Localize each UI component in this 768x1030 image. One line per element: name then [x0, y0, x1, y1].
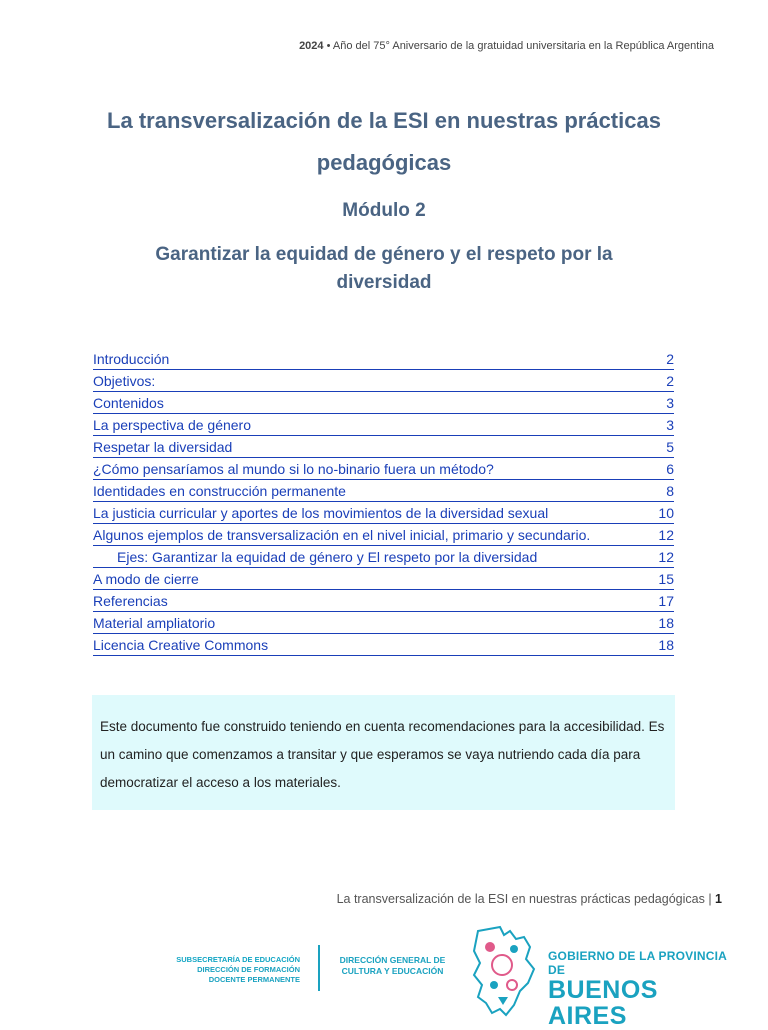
toc-label: A modo de cierre: [93, 571, 199, 587]
toc-label: Algunos ejemplos de transversalización en el nivel inicial, primario y secundario.: [93, 527, 591, 543]
toc-entry-identidades[interactable]: [93, 480, 674, 502]
toc-entry-material-ampliatorio[interactable]: [93, 612, 674, 634]
toc-page: 12: [658, 527, 674, 543]
toc-page: 3: [666, 395, 674, 411]
page-footer: [337, 892, 722, 906]
toc-label: Referencias: [93, 593, 168, 609]
toc-page: 8: [666, 483, 674, 499]
toc-label: Material ampliatorio: [93, 615, 216, 631]
toc-page: 18: [658, 615, 674, 631]
toc-entry-respetar-diversidad[interactable]: [93, 436, 674, 458]
toc-entry-perspectiva-genero[interactable]: [93, 414, 674, 436]
toc-label: La justicia curricular y aportes de los movimientos de la diversidad sexual: [93, 505, 549, 521]
dgce-line-1: DIRECCIÓN GENERAL DE: [339, 955, 446, 965]
toc-label: La perspectiva de género: [93, 417, 251, 433]
sub-line-1: SUBSECRETARÍA DE EDUCACIÓN: [176, 955, 300, 964]
dgce-logo: [330, 955, 455, 977]
toc-label: Licencia Creative Commons: [93, 637, 269, 653]
toc-entry-referencias[interactable]: [93, 590, 674, 612]
module-subtitle: Garantizar la equidad de género y el respeto por la diversidad: [155, 244, 613, 293]
toc-label: Ejes: Garantizar la equidad de género y El respeto por la diversidad: [117, 549, 538, 565]
toc-page: 10: [658, 505, 674, 521]
subsecretaria-logo: [150, 955, 300, 985]
toc-entry-no-binario[interactable]: [93, 458, 674, 480]
footer-text: La transversalización de la ESI en nuestras prácticas pedagógicas |: [336, 892, 716, 906]
gobierno-logo: [548, 949, 738, 1029]
toc-page: 12: [658, 549, 674, 565]
gob-line-1: GOBIERNO DE LA PROVINCIA DE: [548, 949, 727, 977]
dgce-line-2: CULTURA Y EDUCACIÓN: [341, 966, 444, 976]
toc-label: ¿Cómo pensaríamos al mundo si lo no-binario fuera un método?: [93, 461, 494, 477]
toc-label: Introducción: [93, 351, 170, 367]
table-of-contents: [93, 348, 674, 656]
accessibility-note-text: Este documento fue construido teniendo en cuenta recomendaciones para la accesibilidad. Es un camino que comenzamos a transitar y que esperamos se vaya nutriendo cada día para democratizar el acceso a los materiales.: [100, 719, 665, 790]
document-title: La transversalización de la ESI en nuestras prácticas pedagógicas: [107, 108, 661, 175]
toc-page: 3: [666, 417, 674, 433]
toc-page: 15: [658, 571, 674, 587]
toc-label: Respetar la diversidad: [93, 439, 233, 455]
page-number: 1: [715, 892, 722, 906]
logo-band: [0, 925, 768, 1030]
header-note: [299, 40, 714, 52]
header-separator: •: [323, 40, 333, 52]
module-title: Módulo 2: [342, 200, 426, 221]
toc-entry-objetivos[interactable]: [93, 370, 674, 392]
toc-entry-ejes[interactable]: [93, 546, 674, 568]
toc-page: 5: [666, 439, 674, 455]
toc-entry-introduccion[interactable]: [93, 348, 674, 370]
header-note-text: Año del 75° Aniversario de la gratuidad universitaria en la República Argentina: [332, 40, 714, 52]
toc-page: 6: [666, 461, 674, 477]
logo-divider: [318, 945, 320, 991]
sub-line-2: DIRECCIÓN DE FORMACIÓN: [197, 965, 300, 974]
header-year: 2024: [299, 40, 324, 52]
toc-entry-cierre[interactable]: [93, 568, 674, 590]
toc-entry-contenidos[interactable]: [93, 392, 674, 414]
toc-entry-ejemplos[interactable]: [93, 524, 674, 546]
toc-entry-licencia[interactable]: [93, 634, 674, 656]
accessibility-note: [92, 695, 675, 810]
toc-label: Contenidos: [93, 395, 164, 411]
toc-label: Identidades en construcción permanente: [93, 483, 346, 499]
sub-line-3: DOCENTE PERMANENTE: [208, 975, 300, 984]
toc-page: 17: [658, 593, 674, 609]
province-emblem-icon: [470, 925, 540, 1017]
gob-line-2: BUENOS AIRES: [548, 976, 658, 1030]
toc-page: 18: [658, 637, 674, 653]
toc-label: Objetivos:: [93, 373, 156, 389]
toc-entry-justicia-curricular[interactable]: [93, 502, 674, 524]
toc-page: 2: [666, 373, 674, 389]
toc-page: 2: [666, 351, 674, 367]
